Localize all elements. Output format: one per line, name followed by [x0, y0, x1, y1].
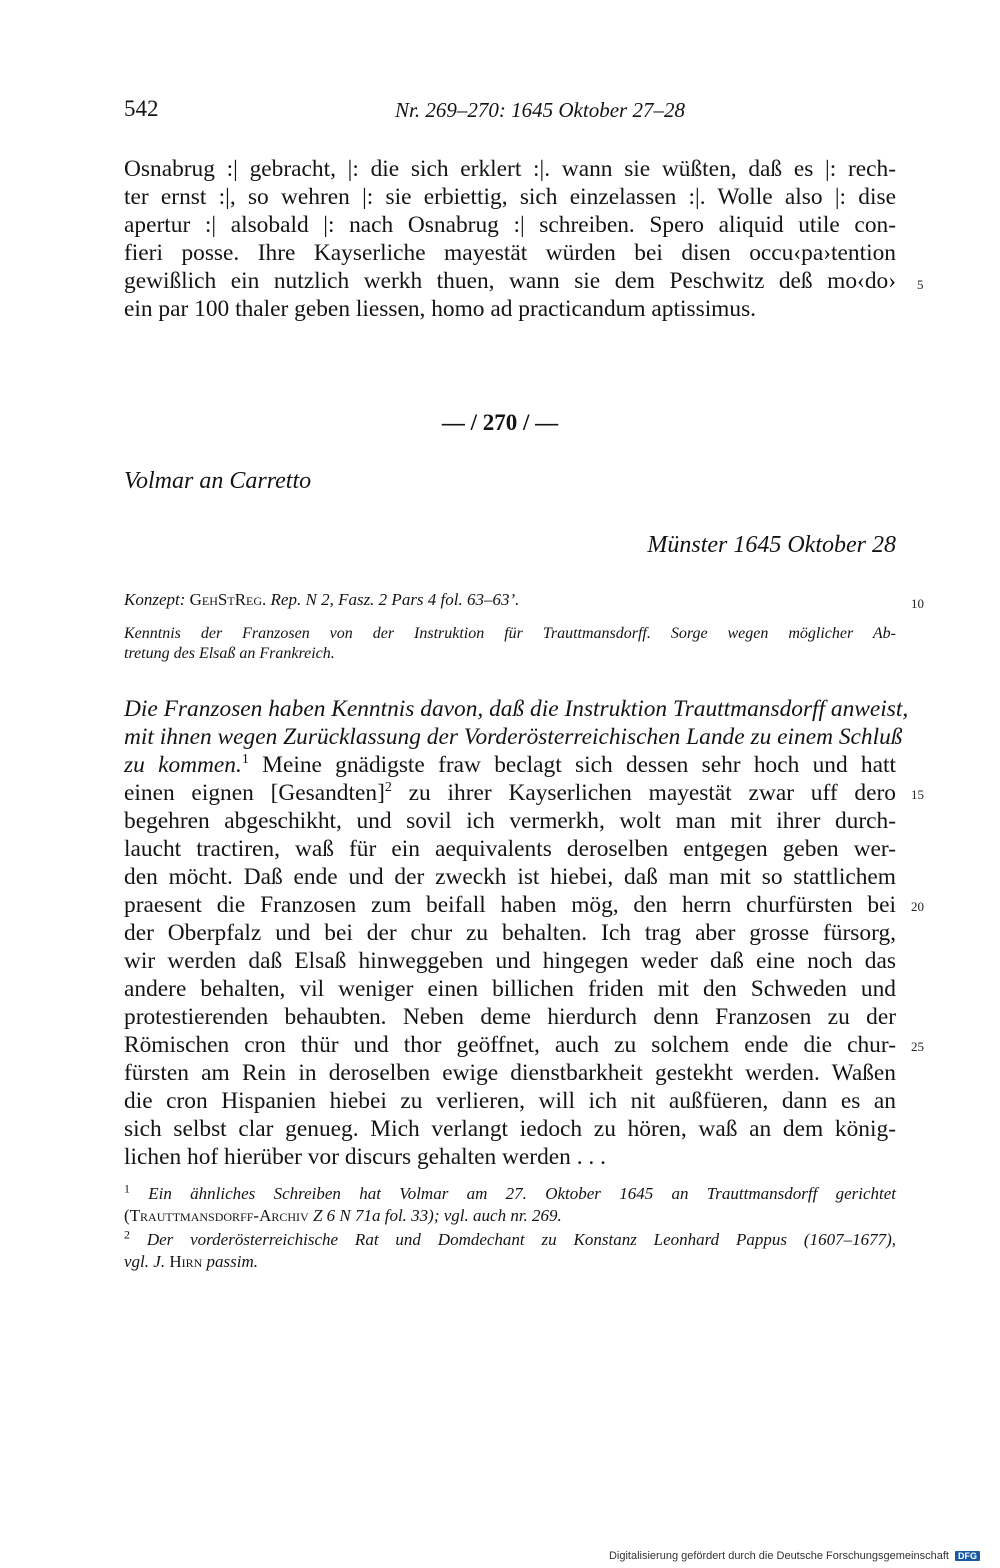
- document-title: Volmar an Carretto: [124, 468, 312, 494]
- footnote: [124, 1227, 896, 1250]
- footnote: [124, 1181, 897, 1204]
- text-line: lichen hof hierüber vor discurs gehalten werden . . .: [124, 1144, 606, 1170]
- text-span: (: [124, 1206, 130, 1225]
- text-line: ein par 100 thaler geben liessen, homo ad practicandum aptissimus.: [124, 296, 757, 322]
- text-line: andere behalten, vil weniger einen billichen friden mit den Schweden und: [124, 976, 896, 1002]
- text-span: vgl. J.: [124, 1252, 170, 1271]
- text-line: fürsten am Rein in deroselben ewige dienstbarkheit gestekht werden. Waßen: [124, 1060, 896, 1086]
- source-ref: Rep. N 2, Fasz. 2 Pars 4 fol. 63–63’.: [270, 590, 520, 609]
- running-title: Nr. 269–270: 1645 Oktober 27–28: [395, 98, 685, 122]
- text-line: Osnabrug :| gebracht, |: die sich erklert :|. wann sie wüßten, daß es |: rech-: [124, 156, 896, 182]
- text-line: protestierenden behaubten. Neben deme hierdurch denn Franzosen zu der: [124, 1004, 896, 1030]
- footnote-mark: 2: [124, 1227, 130, 1242]
- text-line: apertur :| alsobald |: nach Osnabrug :| schreiben. Spero aliquid utile con-: [124, 212, 896, 238]
- regest-line: Kenntnis der Franzosen von der Instruktion für Trauttmansdorff. Sorge wegen möglicher Ab-: [124, 625, 896, 642]
- text-line: laucht tractiren, waß für ein aequivalents deroselben entgegen geben wer-: [124, 836, 896, 862]
- text-line: praesent die Franzosen zum beifall haben mög, den herrn churfürsten bei: [124, 892, 896, 918]
- text-span: einen eignen [Gesandten]: [124, 780, 385, 806]
- text-line: die cron Hispanien hiebei zu verlieren, will ich nit außfüeren, dann es an: [124, 1088, 896, 1114]
- digitization-credit: [609, 1550, 980, 1562]
- line-number: 15: [911, 787, 924, 802]
- page-number: 542: [124, 96, 159, 121]
- text-span: Meine gnädigste fraw beclagt sich dessen sehr hoch und hatt: [248, 752, 896, 778]
- line-number: 20: [911, 899, 924, 914]
- footnote-line: [124, 1206, 896, 1226]
- intro-end: zu kommen.: [124, 752, 242, 778]
- text-span: zu ihrer Kayserlichen mayestät zwar uff dero: [391, 780, 896, 806]
- text-span: Z 6 N 71a fol. 33); vgl. auch nr. 269.: [308, 1206, 562, 1225]
- text-line: den möcht. Daß ende und der zweckh ist hiebei, daß man mit so stattlichem: [124, 864, 896, 890]
- text-line: Römischen cron thür und thor geöffnet, auch zu solchem ende die chur-: [124, 1032, 896, 1058]
- text-line: ter ernst :|, so wehren |: sie erbiettig, sich einzelassen :|. Wolle also |: dise: [124, 184, 896, 210]
- footnote-ref: 1: [241, 751, 249, 768]
- text-line: begehren abgeschikht, und sovil ich vermerkh, wolt man mit ihrer durch-: [124, 808, 896, 834]
- author-name: Hirn: [169, 1252, 203, 1271]
- text-line: der Oberpfalz und bei der chur zu behalten. Ich trag aber grosse fürsorg,: [124, 920, 896, 946]
- text-line: gewißlich ein nutzlich werkh thuen, wann sie dem Peschwitz deß mo‹do›: [124, 268, 896, 294]
- footnote-mark: 1: [124, 1181, 130, 1196]
- footnote-line: [124, 1252, 896, 1272]
- archive-name: Trauttmansdorff-Archiv: [129, 1206, 309, 1225]
- regest-line: tretung des Elsaß an Frankreich.: [124, 645, 335, 662]
- text-span: passim.: [202, 1252, 259, 1271]
- text-line: [124, 752, 896, 779]
- text-line: wir werden daß Elsaß hinweggeben und hingegen weder daß eine noch das: [124, 948, 896, 974]
- intro-line: Die Franzosen haben Kenntnis davon, daß die Instruktion Trauttmansdorff anweist,: [124, 696, 909, 722]
- source-archive: GehStReg.: [189, 590, 267, 609]
- text-line: fieri posse. Ihre Kayserliche mayestät würden bei disen occu‹pa›tention: [124, 240, 896, 266]
- footnote-text: Ein ähnliches Schreiben hat Volmar am 27. Oktober 1645 an Trauttmansdorff gerichtet: [148, 1184, 897, 1203]
- line-number: 5: [917, 277, 924, 292]
- credit-text: Digitalisierung gefördert durch die Deutsche Forschungsgemeinschaft: [608, 1550, 949, 1562]
- text-line: sich selbst clar genueg. Mich verlangt iedoch zu hören, waß an dem könig-: [124, 1116, 896, 1142]
- text-line: [124, 780, 896, 807]
- dfg-logo: DFG: [955, 1551, 980, 1561]
- line-number: 25: [911, 1039, 924, 1054]
- intro-line: mit ihnen wegen Zurücklassung der Vorderösterreichischen Lande zu einem Schluß: [124, 724, 903, 750]
- place-date: Münster 1645 Oktober 28: [647, 532, 896, 558]
- source-line: [124, 590, 519, 610]
- line-number: 10: [911, 596, 924, 611]
- footnote-text: Der vorderösterreichische Rat und Domdechant zu Konstanz Leonhard Pappus (1607–1677),: [146, 1230, 896, 1249]
- document-number: — / 270 / —: [441, 410, 559, 435]
- source-label: Konzept:: [124, 590, 186, 609]
- footnote-ref: 2: [384, 779, 392, 796]
